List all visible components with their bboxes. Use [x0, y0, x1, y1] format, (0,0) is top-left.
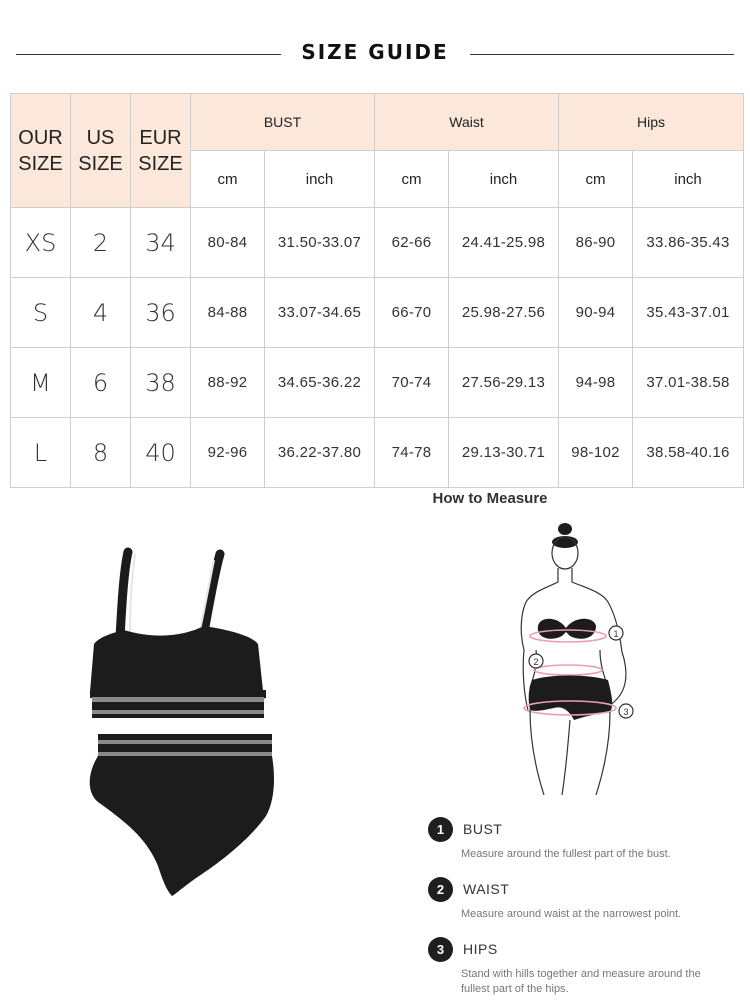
table-row	[11, 348, 744, 418]
cell-hips-inch: 33.86-35.43	[633, 208, 744, 278]
header-eur-size: EUR SIZE	[131, 94, 191, 208]
cell-our-size: XS	[11, 208, 71, 278]
cell-our-size: S	[11, 278, 71, 348]
header-unit-bust-cm: cm	[191, 151, 265, 208]
legend-description: Stand with hills together and measure around the fullest part of the hips.	[461, 968, 701, 995]
cell-us-size: 6	[71, 348, 131, 418]
header-our-size: OUR SIZE	[11, 94, 71, 208]
cell-us-size: 4	[71, 278, 131, 348]
cell-hips-cm: 98-102	[559, 418, 633, 488]
cell-hips-cm: 94-98	[559, 348, 633, 418]
cell-bust-inch: 33.07-34.65	[265, 278, 375, 348]
number-badge: 3	[428, 937, 453, 962]
cell-bust-cm: 80-84	[191, 208, 265, 278]
legend-description: Measure around waist at the narrowest point.	[461, 908, 682, 920]
number-badge: 1	[428, 817, 453, 842]
title-divider-right	[470, 54, 734, 55]
cell-us-size: 2	[71, 208, 131, 278]
cell-waist-cm: 70-74	[375, 348, 449, 418]
cell-hips-cm: 90-94	[559, 278, 633, 348]
header-bust: BUST	[191, 94, 375, 151]
header-unit-hips-cm: cm	[559, 151, 633, 208]
cell-hips-inch: 37.01-38.58	[633, 348, 744, 418]
header-us-size: US SIZE	[71, 94, 131, 208]
cell-bust-cm: 88-92	[191, 348, 265, 418]
legend-name: HIPS	[463, 941, 498, 957]
cell-eur-size: 40	[131, 418, 191, 488]
marker-1: 1	[613, 629, 619, 639]
cell-us-size: 8	[71, 418, 131, 488]
legend-description: Measure around the fullest part of the bust.	[461, 848, 671, 860]
title-bar	[0, 0, 750, 90]
how-to-measure-title: How to Measure	[432, 490, 548, 507]
header-unit-waist-cm: cm	[375, 151, 449, 208]
header-unit-bust-inch: inch	[265, 151, 375, 208]
header-waist: Waist	[375, 94, 559, 151]
cell-waist-cm: 66-70	[375, 278, 449, 348]
header-unit-hips-inch: inch	[633, 151, 744, 208]
bikini-product-image	[80, 540, 290, 910]
cell-our-size: L	[11, 418, 71, 488]
title-divider-left	[16, 54, 281, 55]
header-hips: Hips	[559, 94, 744, 151]
cell-hips-inch: 35.43-37.01	[633, 278, 744, 348]
marker-2: 2	[533, 657, 539, 667]
cell-eur-size: 36	[131, 278, 191, 348]
cell-waist-inch: 25.98-27.56	[449, 278, 559, 348]
body-measurement-figure	[510, 520, 660, 805]
cell-bust-cm: 92-96	[191, 418, 265, 488]
size-table	[10, 93, 744, 488]
cell-waist-inch: 29.13-30.71	[449, 418, 559, 488]
table-row	[11, 418, 744, 488]
cell-eur-size: 38	[131, 348, 191, 418]
legend-name: WAIST	[463, 881, 510, 897]
header-unit-waist-inch: inch	[449, 151, 559, 208]
legend-name: BUST	[463, 821, 503, 837]
cell-waist-cm: 74-78	[375, 418, 449, 488]
cell-hips-cm: 86-90	[559, 208, 633, 278]
number-badge: 2	[428, 877, 453, 902]
cell-bust-inch: 36.22-37.80	[265, 418, 375, 488]
table-row	[11, 278, 744, 348]
page-title: SIZE GUIDE	[301, 40, 449, 64]
cell-waist-inch: 27.56-29.13	[449, 348, 559, 418]
cell-waist-cm: 62-66	[375, 208, 449, 278]
cell-our-size: M	[11, 348, 71, 418]
cell-eur-size: 34	[131, 208, 191, 278]
cell-waist-inch: 24.41-25.98	[449, 208, 559, 278]
table-row	[11, 208, 744, 278]
marker-3: 3	[623, 707, 629, 717]
cell-bust-inch: 31.50-33.07	[265, 208, 375, 278]
cell-bust-inch: 34.65-36.22	[265, 348, 375, 418]
cell-hips-inch: 38.58-40.16	[633, 418, 744, 488]
cell-bust-cm: 84-88	[191, 278, 265, 348]
